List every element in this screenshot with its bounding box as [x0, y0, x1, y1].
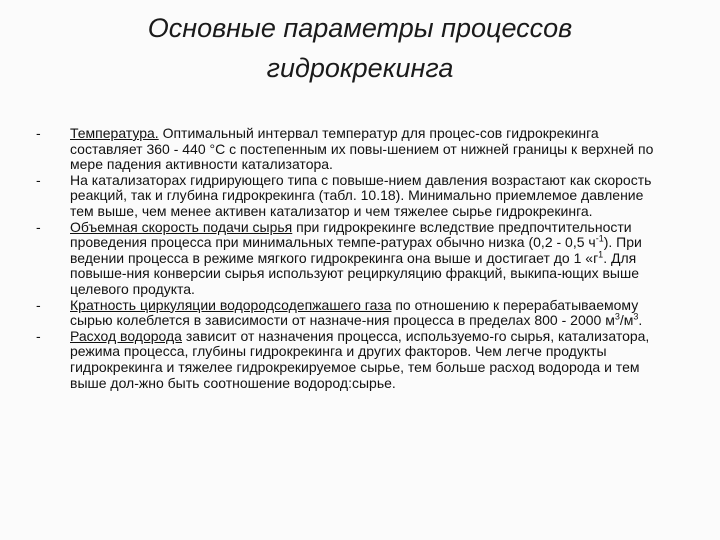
bullet-text: ). При ведении процесса в режиме мягкого гидрокрекинга она выше и достигает до 1 «г [70, 234, 642, 266]
bullet-marker: - [36, 218, 41, 235]
superscript: 3 [614, 311, 620, 322]
term-temperature: Температура. [70, 125, 159, 141]
term-hydrogen-consumption: Расход водорода [70, 327, 182, 344]
bullet-item-circulation-ratio [36, 298, 666, 329]
bullet-list [36, 126, 666, 391]
bullet-item-pressure [36, 173, 666, 220]
bullet-text: зависит от назначения процесса, используемо-го сырья, катализатора, режима процесса, глубины гидрокрекинга и других факторов. Чем легче продукты гидрокрекинга и тяжелее гидрокрекируемое сырье, тем больше расход водорода и тем выше дол-жно быть соотношение водород:сырье. [70, 327, 650, 391]
bullet-text: На катализаторах гидрирующего типа с повыше-нием давления возрастают как скорость реакций, так и глубина гидрокрекинга (табл. 10.18). Минимально приемлемое давление тем выше, чем менее активен катализатор и чем тяжелее сырье гидрокрекинга. [70, 171, 652, 219]
slide-title-line-1: Основные параметры процессов [147, 13, 573, 43]
superscript: 1 [598, 249, 604, 260]
bullet-text: /м [619, 312, 634, 329]
bullet-item-temperature [36, 126, 666, 173]
bullet-text: Оптимальный интервал температур для процес-сов гидрокрекинга составляет 360 - 440 °С с постепенным их повы-шением от нижней границы к верхней по мере падения активности катализатора. [70, 125, 654, 173]
bullet-text: . Для повыше-ния конверсии сырья используют рециркуляцию фракций, выкипа-ющих выше целевого продукта. [70, 249, 639, 297]
bullet-marker: - [36, 171, 41, 188]
bullet-marker: - [36, 125, 41, 141]
bullet-item-hydrogen-consumption [36, 329, 666, 391]
superscript: -1 [595, 233, 604, 244]
bullet-text: . [638, 312, 643, 329]
superscript: 3 [633, 311, 639, 322]
bullet-marker: - [36, 296, 41, 313]
bullet-marker: - [36, 327, 41, 344]
bullet-text: по отношению к перерабатываемому сырью колеблется в зависимости от назначе-ния процесса в пределах 800 - 2000 м [70, 296, 639, 329]
slide-title-line-2: гидрокрекинга [266, 53, 454, 83]
bullet-text: при гидрокрекинге вследствие предпочтительности проведения процесса при минимальных темпе-ратурах обычно низка (0,2 - 0,5 ч [70, 218, 632, 251]
term-space-velocity: Объемная скорость подачи сырья [70, 218, 293, 235]
slide-title [60, 8, 660, 88]
term-circulation-ratio: Кратность циркуляции водородсодепжашего газа [70, 296, 392, 313]
bullet-item-space-velocity [36, 220, 666, 298]
